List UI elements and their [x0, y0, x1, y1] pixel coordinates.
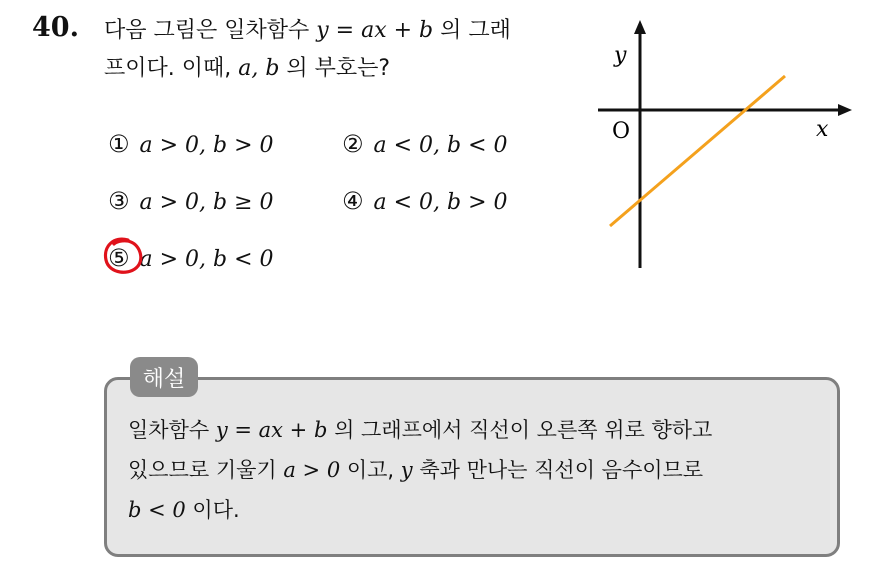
y-axis-label: y: [614, 43, 627, 68]
answer-circle-mark: [100, 234, 146, 278]
solution-formula: b < 0: [128, 498, 186, 522]
solution-text-part: 의 그래프에서 직선이 오른쪽 위로 향하고: [327, 418, 713, 442]
choice-expression: a > 0, b > 0: [139, 133, 274, 158]
choice-4[interactable]: [342, 187, 508, 215]
question-text-part: 의 그래: [433, 18, 511, 43]
solution-text-part: 있으므로 기울기: [128, 458, 284, 482]
choice-expression: a < 0, b > 0: [373, 190, 508, 215]
solution-text-part: 일차함수: [128, 418, 216, 442]
choice-number: ⑤: [108, 244, 130, 272]
choice-3[interactable]: [108, 187, 274, 215]
solution-text: [128, 410, 828, 530]
choice-expression: a > 0, b ≥ 0: [139, 190, 274, 215]
choice-expression: a > 0, b < 0: [139, 247, 274, 272]
linear-graph: [590, 14, 860, 276]
question-text: [104, 12, 584, 88]
solution-text-part: 이고,: [340, 458, 401, 482]
solution-variable: y: [400, 458, 413, 482]
origin-label: O: [612, 119, 631, 144]
function-line: [610, 76, 785, 226]
solution-text-part: 축과 만나는 직선이 음수이므로: [412, 458, 704, 482]
solution-line-3: [128, 490, 828, 530]
variable-names: a, b: [238, 56, 280, 81]
solution-line-2: [128, 450, 828, 490]
question-text-part: 의 부호는?: [279, 56, 391, 81]
question-number: 40.: [32, 12, 79, 43]
function-formula: y = ax + b: [316, 18, 434, 43]
y-axis-arrow-icon: [634, 20, 646, 34]
choice-expression: a < 0, b < 0: [373, 133, 508, 158]
solution-line-1: [128, 410, 828, 450]
choice-number: ①: [108, 130, 130, 158]
x-axis-arrow-icon: [838, 104, 852, 116]
x-axis-label: x: [816, 117, 829, 142]
solution-formula: a > 0: [283, 458, 341, 482]
choice-2[interactable]: [342, 130, 508, 158]
choice-number: ④: [342, 187, 364, 215]
question-text-part: 다음 그림은 일차함수: [104, 18, 317, 43]
question-line-2: [104, 50, 584, 88]
choice-1[interactable]: [108, 130, 274, 158]
solution-formula: y = ax + b: [215, 418, 328, 442]
question-line-1: [104, 12, 584, 50]
solution-tag: 해설: [130, 357, 198, 397]
solution-text-part: 이다.: [185, 498, 240, 522]
question-text-part: 프이다. 이때,: [104, 56, 239, 81]
choice-number: ③: [108, 187, 130, 215]
choice-number: ②: [342, 130, 364, 158]
